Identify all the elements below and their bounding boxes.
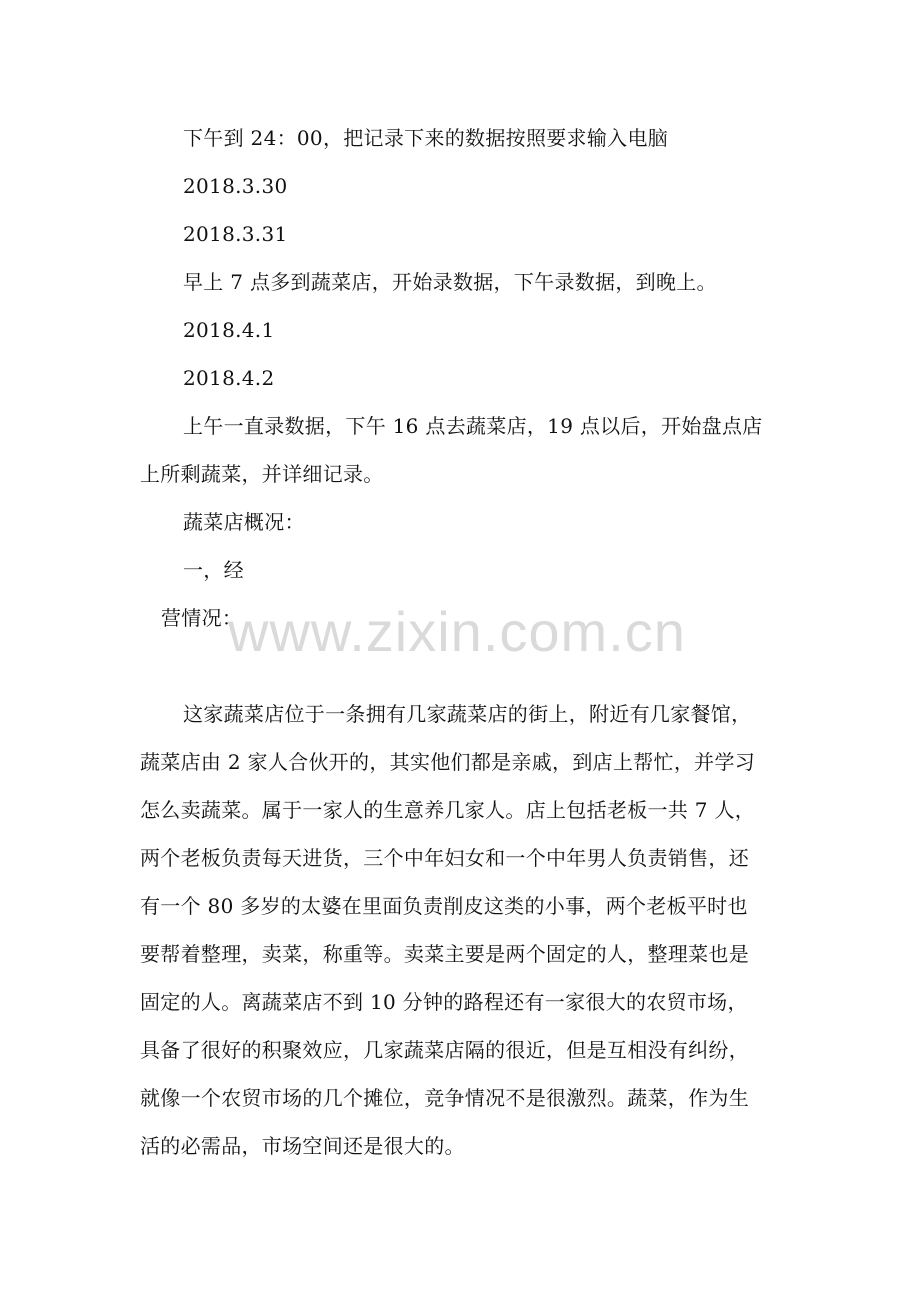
date-line: 2018.3.30 [183,174,288,198]
paragraph-line: 蔬菜店由 2 家人合伙开的，其实他们都是亲戚，到店上帮忙，并学习 [140,750,756,774]
subheading-part: 营情况： [161,606,243,630]
paragraph-line: 怎么卖蔬菜。属于一家人的生意养几家人。店上包括老板一共 7 人， [140,798,756,822]
date-line: 2018.4.1 [183,318,275,342]
paragraph-line: 这家蔬菜店位于一条拥有几家蔬菜店的街上，附近有几家餐馆， [183,702,752,726]
paragraph-line: 活的必需品，市场空间还是很大的。 [140,1134,465,1158]
section-heading: 蔬菜店概况： [183,510,305,534]
watermark: www.zixin.com.cn [228,600,686,663]
paragraph-line: 固定的人。离蔬菜店不到 10 分钟的路程还有一家很大的农贸市场， [140,990,748,1014]
paragraph-line: 具备了很好的积聚效应，几家蔬菜店隔的很近，但是互相没有纠纷， [140,1038,749,1062]
date-line: 2018.4.2 [183,366,275,390]
text-line: 早上 7 点多到蔬菜店，开始录数据，下午录数据，到晚上。 [183,270,717,294]
text-line: 上午一直录数据，下午 16 点去蔬菜店，19 点以后，开始盘点店 [183,414,763,438]
paragraph-line: 就像一个农贸市场的几个摊位，竞争情况不是很激烈。蔬菜，作为生 [140,1086,749,1110]
subheading-part: 一，经 [183,558,244,582]
paragraph-line: 要帮着整理，卖菜，称重等。卖菜主要是两个固定的人，整理菜也是 [140,942,749,966]
text-line: 下午到 24：00，把记录下来的数据按照要求输入电脑 [183,126,669,150]
text-line: 上所剩蔬菜，并详细记录。 [140,462,384,486]
paragraph-line: 两个老板负责每天进货，三个中年妇女和一个中年男人负责销售，还 [140,846,749,870]
date-line: 2018.3.31 [183,222,288,246]
paragraph-line: 有一个 80 多岁的太婆在里面负责削皮这类的小事，两个老板平时也 [140,894,748,918]
